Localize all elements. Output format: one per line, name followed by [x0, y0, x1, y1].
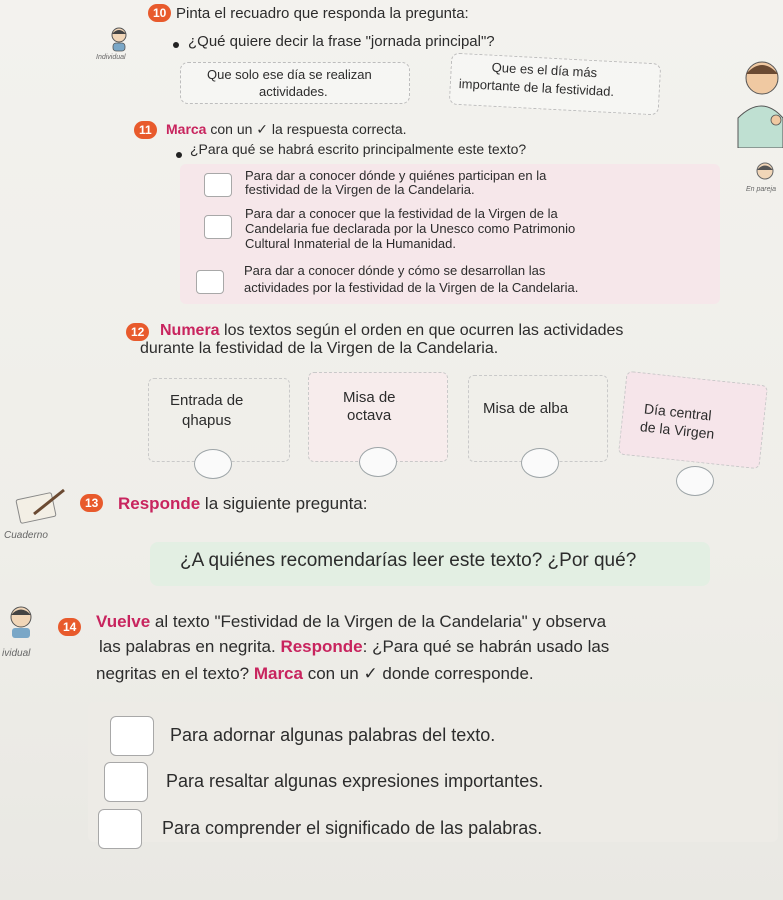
question-number-13: 13: [80, 494, 103, 512]
q14-line3-text-a: negritas en el texto?: [96, 664, 254, 683]
q14-line1-bold: Vuelve: [96, 612, 151, 631]
pair-icon: [750, 160, 780, 186]
q11-instruction: [166, 121, 407, 138]
question-number-14: 14: [58, 618, 81, 636]
q10-option-1-line2: actividades.: [259, 84, 328, 99]
q14-option-3: Para comprender el significado de las palabras.: [162, 818, 543, 838]
bullet: [176, 152, 182, 158]
q11-option-3-checkbox[interactable]: [196, 270, 224, 294]
question-number-11: 11: [134, 121, 157, 139]
q11-instruction-text: con un ✓ la respuesta correcta.: [206, 121, 407, 137]
q10-option-1[interactable]: [180, 62, 410, 104]
q11-option-1-checkbox[interactable]: [204, 173, 232, 197]
q11-option-2-line3: Cultural Inmaterial de la Humanidad.: [245, 236, 456, 251]
q11-option-3-line1: Para dar a conocer dónde y cómo se desarrollan las: [244, 263, 546, 278]
q14-option-2-checkbox[interactable]: [104, 762, 148, 802]
order-circle-1[interactable]: [194, 449, 232, 479]
person-icon: [730, 58, 783, 148]
person-icon: [4, 604, 38, 638]
activity-2-line1: Misa de: [343, 389, 396, 406]
q14-line2-text-b: : ¿Para qué se habrán usado las: [362, 637, 610, 656]
notebook-label: Cuaderno: [4, 530, 48, 541]
q11-instruction-bold: Marca: [166, 121, 207, 137]
q14-line1-text: al texto "Festividad de la Virgen de la Candelaria" y observa: [150, 612, 607, 631]
q12-instruction-text: los textos según el orden en que ocurren las actividades: [219, 322, 624, 339]
individual-label: ividual: [2, 648, 31, 659]
q13-instruction-text: la siguiente pregunta:: [200, 494, 368, 513]
q14-line3: [96, 664, 534, 684]
q11-option-3-line2: actividades por la festividad de la Virgen de la Candelaria.: [244, 280, 579, 295]
question-number-10: 10: [148, 4, 171, 22]
q10-instruction: Pinta el recuadro que responda la pregunta:: [176, 5, 469, 22]
pair-label: En pareja: [746, 186, 776, 193]
q11-option-2-checkbox[interactable]: [204, 215, 232, 239]
activity-1-line2: qhapus: [182, 412, 232, 429]
q14-line2-text-a: las palabras en negrita.: [99, 637, 281, 656]
q14-line3-bold: Marca: [253, 664, 303, 683]
q14-option-3-checkbox[interactable]: [98, 809, 142, 849]
q14-line2: [99, 637, 609, 657]
q11-option-1-line1: Para dar a conocer dónde y quiénes participan en la: [245, 168, 547, 183]
q11-option-2-line2: Candelaria fue declarada por la Unesco como Patrimonio: [245, 221, 576, 236]
person-icon: [108, 26, 130, 52]
order-circle-3[interactable]: [521, 448, 559, 478]
q12-instruction: [160, 322, 623, 340]
notebook-icon: [14, 486, 70, 524]
q13-question: ¿A quiénes recomendarías leer este texto? ¿Por qué?: [180, 550, 637, 571]
activity-2-line2: octava: [347, 407, 392, 424]
q14-option-1: Para adornar algunas palabras del texto.: [170, 725, 496, 745]
question-number-12: 12: [126, 323, 149, 341]
q14-line2-bold: Responde: [280, 637, 363, 656]
q11-option-2-line1: Para dar a conocer que la festividad de la Virgen de la: [245, 206, 558, 221]
q14-line1: [96, 612, 606, 632]
q10-option-2[interactable]: [449, 53, 661, 116]
q14-option-1-checkbox[interactable]: [110, 716, 154, 756]
order-circle-4[interactable]: [676, 466, 714, 496]
activity-4-line1: Día central: [643, 400, 713, 424]
activity-1-line1: Entrada de: [170, 392, 244, 409]
q14-line3-text-b: con un ✓ donde corresponde.: [302, 664, 534, 683]
q10-option-2-line1: Que es el día más: [491, 59, 598, 81]
q11-question: ¿Para qué se habrá escrito principalmente este texto?: [190, 141, 527, 157]
q12-instruction-bold: Numera: [160, 322, 220, 339]
q12-instruction-line2: durante la festividad de la Virgen de la Candelaria.: [140, 340, 499, 357]
q11-option-1-line2: festividad de la Virgen de la Candelaria.: [245, 182, 475, 197]
activity-3-line1: Misa de alba: [483, 400, 569, 417]
q10-option-1-line1: Que solo ese día se realizan: [207, 67, 372, 82]
order-circle-2[interactable]: [359, 447, 397, 477]
activity-4-line2: de la Virgen: [639, 418, 716, 442]
bullet: [173, 42, 179, 48]
individual-label: Individual: [96, 54, 126, 61]
q13-instruction-bold: Responde: [118, 494, 201, 513]
q14-option-2: Para resaltar algunas expresiones importantes.: [166, 771, 544, 791]
q10-question: ¿Qué quiere decir la frase "jornada principal"?: [188, 33, 495, 50]
q10-option-2-line2: importante de la festividad.: [458, 75, 615, 100]
q13-instruction: [118, 494, 367, 514]
